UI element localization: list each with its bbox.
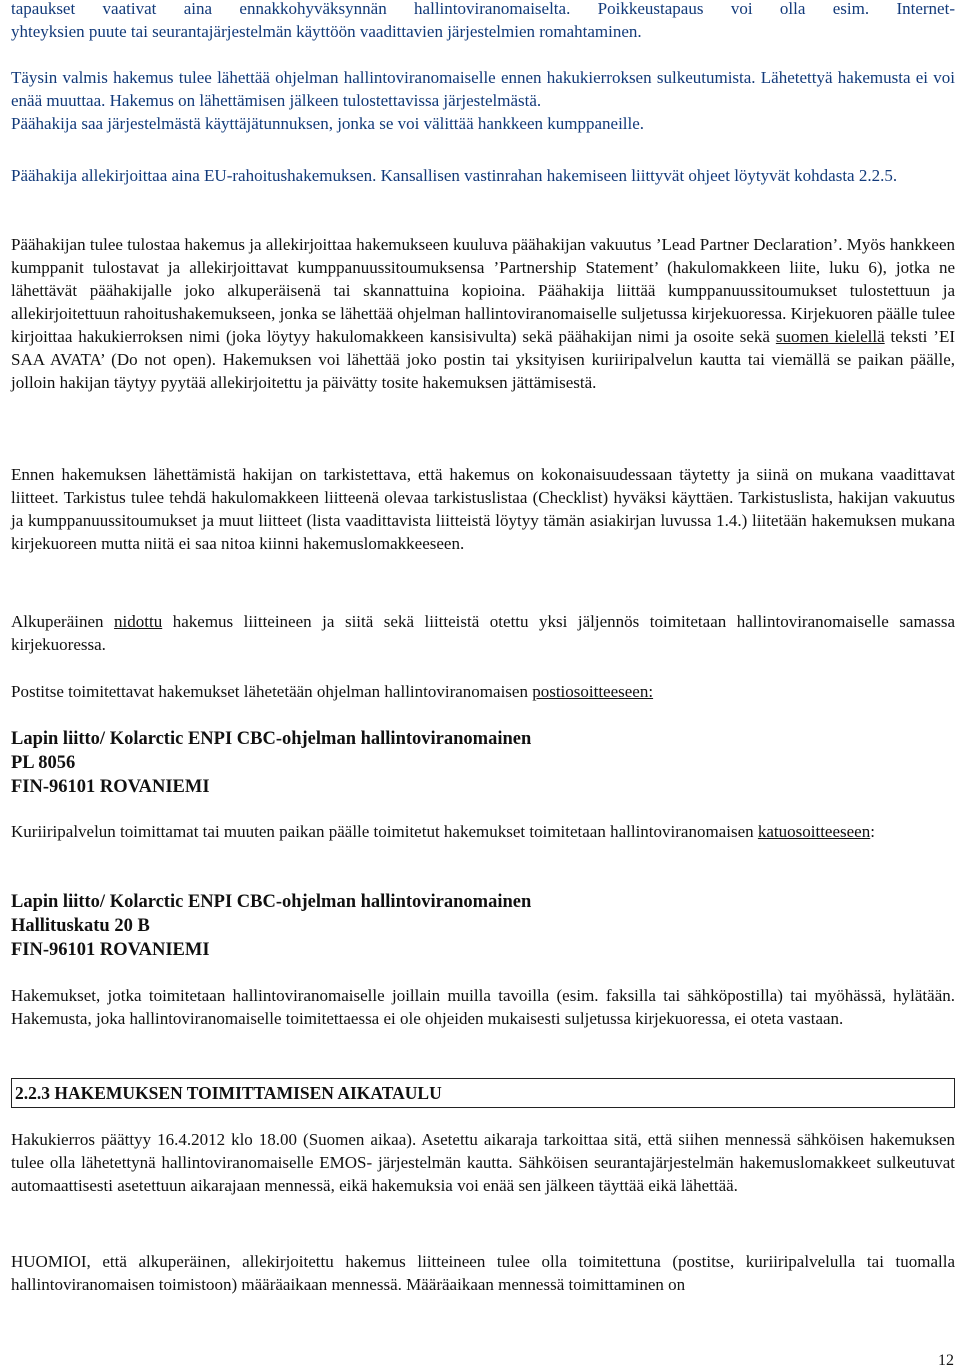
check-text: Ennen hakemuksen lähettämistä hakijan on tarkistettava, että hakemus on kokonaisuudessaan täytetty ja siinä on mukana vaadittavat liitteet. Tarkistus tulee tehdä hakulomakkeen liitteenä olevaa tarkistuslistaa (Checklist) hyväksi käyttäen. Tarkistuslista, hakijan vakuutus ja kumppanuussitoumukset ja muut liitteet (lista vaadittavista liitteistä löytyy tämän asiakirjan luvussa 1.4.) liitetään hakemuksen mukana kirjekuoreen mutta niitä ei saa nitoa kiinni hakemuslomakkeeseen.	[11, 465, 955, 553]
note-paragraph	[11, 1250, 955, 1296]
print-paragraph	[11, 233, 955, 394]
sign-text: Päähakija allekirjoittaa aina EU-rahoitushakemuksen. Kansallisen vastinrahan hakemiseen liittyvät ohjeet löytyvät kohdasta 2.2.5.	[11, 166, 898, 185]
street-address-line-3: FIN-96101 ROVANIEMI	[11, 940, 210, 960]
street-address-line-2: Hallituskatu 20 B	[11, 916, 150, 936]
intro-line-1: tapaukset vaativat aina ennakkohyväksynnän hallintoviranomaiselta. Poikkeustapaus voi olla esim. Internet-	[11, 0, 955, 18]
postal-address	[11, 727, 955, 799]
ready-text-2: Päähakija saa järjestelmästä käyttäjätunnuksen, jonka se voi välittää hankkeen kumppaneille.	[11, 114, 645, 133]
courier-text	[11, 820, 955, 843]
late-text: Hakemukset, jotka toimitetaan hallintoviranomaiselle joillain muilla tavoilla (esim. faksilla tai sähköpostilla) tai myöhässä, hylätään. Hakemusta, joka hallintoviranomaiselle toimitettaessa ei ole ohjeiden mukaisesti suljetussa kirjekuoressa, ei oteta vastaan.	[11, 986, 955, 1028]
late-paragraph	[11, 984, 955, 1030]
original-text-a: Alkuperäinen	[11, 612, 115, 631]
courier-text-b: :	[870, 822, 875, 841]
original-text-b: hakemus liitteineen ja siitä sekä liitteistä otettu yksi jäljennös toimitetaan hallintoviranomaiselle samassa kirjekuoressa.	[11, 612, 955, 654]
original-paragraph	[11, 610, 955, 656]
postal-address-line-1: Lapin liitto/ Kolarctic ENPI CBC-ohjelman hallintoviranomainen	[11, 729, 532, 749]
page-number: 12	[938, 1352, 954, 1369]
original-text	[11, 610, 955, 656]
street-address-line-1: Lapin liitto/ Kolarctic ENPI CBC-ohjelman hallintoviranomainen	[11, 892, 532, 912]
courier-text-underlined: katuosoitteeseen	[757, 822, 871, 841]
post-text	[11, 680, 955, 703]
intro-paragraph	[11, 0, 955, 43]
courier-paragraph	[11, 820, 955, 843]
deadline-paragraph	[11, 1128, 955, 1197]
post-text-a: Postitse toimitettavat hakemukset lähetetään ohjelman hallintoviranomaisen	[11, 682, 533, 701]
post-text-underlined: postiosoitteeseen:	[532, 682, 654, 701]
print-text-b: teksti ’EI SAA AVATA’ (Do not open). Hakemuksen voi lähettää joko postin tai yksityisen kuriiripalvelun kautta tai viemällä se paikan päälle, jolloin hakijan täytyy pyytää allekirjoitettu ja päivätty tosite hakemuksen jättämisestä.	[11, 327, 955, 392]
section-heading: 2.2.3 HAKEMUKSEN TOIMITTAMISEN AIKATAULU	[11, 1078, 955, 1108]
street-address	[11, 890, 955, 962]
post-paragraph	[11, 680, 955, 703]
postal-address-line-3: FIN-96101 ROVANIEMI	[11, 777, 210, 797]
courier-text-a: Kuriiripalvelun toimittamat tai muuten paikan päälle toimitetut hakemukset toimitetaan hallintoviranomaisen	[11, 822, 758, 841]
note-text: HUOMIOI, että alkuperäinen, allekirjoitettu hakemus liitteineen tulee olla toimitettuna (postitse, kuriiripalvelulla tai tuomalla hallintoviranomaisen toimistoon) määräaikaan mennessä. Määräaikaan mennessä toimittaminen on	[11, 1252, 955, 1294]
intro-line-2: yhteyksien puute tai seurantajärjestelmän käyttöön vaadittavien järjestelmien romahtaminen.	[11, 22, 642, 41]
ready-text: Täysin valmis hakemus tulee lähettää ohjelman hallintoviranomaiselle ennen hakukierroksen sulkeutumista. Lähetettyä hakemusta ei voi enää muuttaa. Hakemus on lähettämisen jälkeen tulostettavissa järjestelmästä.	[11, 68, 955, 110]
sign-paragraph	[11, 164, 955, 187]
print-text-underlined: suomen kielellä	[775, 327, 885, 346]
check-paragraph	[11, 463, 955, 555]
original-text-underlined: nidottu	[114, 612, 163, 631]
ready-paragraph	[11, 66, 955, 135]
print-text	[11, 233, 955, 394]
postal-address-line-2: PL 8056	[11, 753, 76, 773]
print-text-a: Päähakijan tulee tulostaa hakemus ja allekirjoittaa hakemukseen kuuluva päähakijan vakuutus ’Lead Partner Declaration’. Myös hankkeen kumppanit tulostavat ja allekirjoittavat kumppanuussitoumuksensa ’Partnership Statement’ (hakulomakkeen liite, luku 6), jotka ne lähettävät päähakijalle joko alkuperäisenä tai skannattuina kopioina. Päähakija liittää kumppanuussitoumukset tulostettuun ja allekirjoitettuun rahoitushakemukseen, jonka se lähettää ohjelman hallintoviranomaiselle suljetussa kirjekuoressa. Kirjekuoren päälle tulee kirjoittaa hakukierroksen nimi (joka löytyy hakulomakkeen kansisivulta) sekä päähakijan nimi ja osoite sekä	[11, 235, 955, 346]
deadline-text: Hakukierros päättyy 16.4.2012 klo 18.00 (Suomen aikaa). Asetettu aikaraja tarkoittaa sitä, että siihen mennessä sähköisen hakemuksen tulee olla lähetettynä hallintoviranomaiselle EMOS- järjestelmän kautta. Sähköisen seurantajärjestelmän hakemuslomakkeet sulkeutuvat automaattisesti asetettuun aikarajaan mennessä, eikä hakemuksia voi enää sen jälkeen täyttää eikä lähettää.	[11, 1130, 955, 1195]
